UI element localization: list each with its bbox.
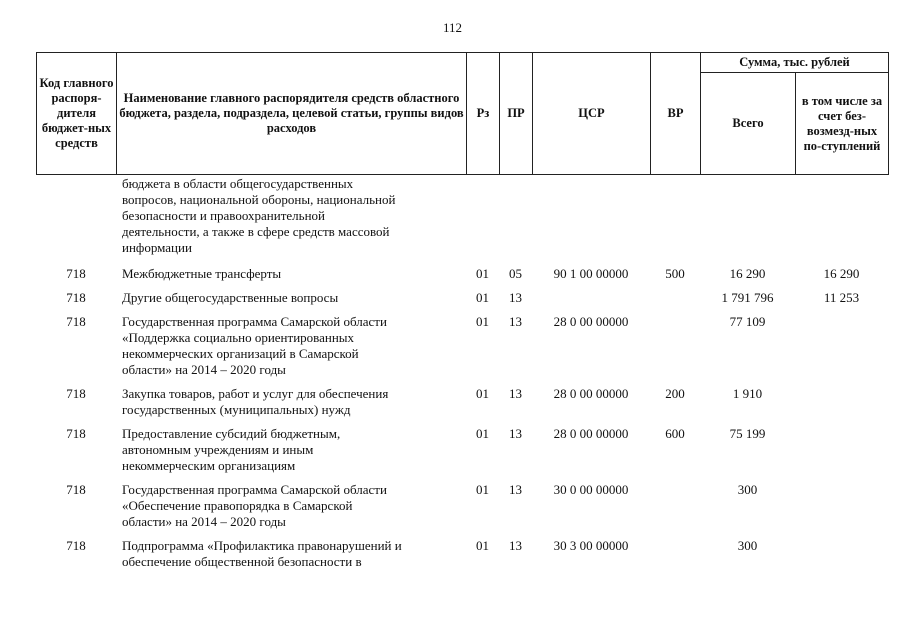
name-line: информации bbox=[122, 240, 192, 255]
code-cell: 718 bbox=[66, 314, 86, 329]
csr-cell: 28 0 00 00000 bbox=[553, 314, 629, 329]
pr-cell: 13 bbox=[509, 290, 522, 305]
name-line: некоммерческих организаций в Самарской bbox=[122, 346, 359, 361]
name-line: Подпрограмма «Профилактика правонарушений и bbox=[122, 538, 402, 553]
csr-cell: 30 0 00 00000 bbox=[553, 482, 629, 497]
name-line: государственных (муниципальных) нужд bbox=[122, 402, 351, 417]
empty-cell bbox=[700, 176, 795, 266]
total-cell: 1 791 796 bbox=[721, 290, 774, 305]
incl-cell bbox=[795, 426, 888, 482]
pr-cell: 13 bbox=[509, 314, 522, 329]
total-cell: 1 910 bbox=[732, 386, 763, 401]
empty-cell bbox=[532, 176, 650, 266]
pr-cell: 13 bbox=[509, 538, 522, 553]
empty-cell bbox=[650, 176, 700, 266]
name-line: деятельности, а также в сфере средств массовой bbox=[122, 224, 390, 239]
rz-cell: 01 bbox=[476, 266, 489, 281]
header-pr: ПР bbox=[500, 53, 533, 175]
header-total: Всего bbox=[701, 73, 796, 175]
vr-cell bbox=[650, 314, 700, 386]
name-line: области» на 2014 – 2020 годы bbox=[122, 514, 286, 529]
continuation-row bbox=[36, 176, 888, 266]
name-line: Межбюджетные трансферты bbox=[122, 266, 282, 281]
header-incl: в том числе за счет без-возмезд-ных по-ступлений bbox=[796, 73, 889, 175]
vr-cell bbox=[650, 538, 700, 578]
name-cell bbox=[116, 290, 466, 314]
total-cell: 300 bbox=[737, 482, 758, 497]
table-body bbox=[36, 176, 888, 578]
csr-cell: 28 0 00 00000 bbox=[553, 426, 629, 441]
total-cell: 77 109 bbox=[729, 314, 766, 329]
header-code: Код главного распоря-дителя бюджет-ных средств bbox=[37, 53, 117, 175]
rz-cell: 01 bbox=[476, 386, 489, 401]
name-line: «Поддержка социально ориентированных bbox=[122, 330, 355, 345]
name-cell bbox=[116, 482, 466, 538]
code-cell: 718 bbox=[66, 386, 86, 401]
page-number: 112 bbox=[442, 20, 463, 35]
name-cell bbox=[116, 266, 466, 290]
total-cell: 75 199 bbox=[729, 426, 766, 441]
csr-cell bbox=[532, 290, 650, 314]
pr-cell: 05 bbox=[509, 266, 522, 281]
code-cell: 718 bbox=[66, 266, 86, 281]
incl-cell: 11 253 bbox=[823, 290, 860, 305]
header-csr: ЦСР bbox=[533, 53, 651, 175]
empty-cell bbox=[466, 176, 499, 266]
name-line: бюджета в области общегосударственных bbox=[122, 176, 354, 191]
rz-cell: 01 bbox=[476, 314, 489, 329]
table-row bbox=[36, 426, 888, 482]
name-line: обеспечение общественной безопасности в bbox=[122, 554, 362, 569]
csr-cell: 30 3 00 00000 bbox=[553, 538, 629, 553]
incl-cell bbox=[795, 314, 888, 386]
table-row bbox=[36, 538, 888, 578]
csr-cell: 90 1 00 00000 bbox=[553, 266, 629, 281]
empty-cell bbox=[795, 176, 888, 266]
pr-cell: 13 bbox=[509, 426, 522, 441]
code-cell bbox=[36, 176, 116, 266]
vr-cell bbox=[650, 482, 700, 538]
code-cell: 718 bbox=[66, 290, 86, 305]
name-line: автономным учреждениям и иным bbox=[122, 442, 314, 457]
incl-cell: 16 290 bbox=[823, 266, 860, 281]
rz-cell: 01 bbox=[476, 482, 489, 497]
vr-cell: 600 bbox=[665, 426, 685, 441]
header-name: Наименование главного распорядителя средств областного бюджета, раздела, подраздела, целевой статьи, группы видов расходов bbox=[117, 53, 467, 175]
vr-cell: 200 bbox=[665, 386, 685, 401]
header-vr: ВР bbox=[651, 53, 701, 175]
total-cell: 300 bbox=[737, 538, 758, 553]
vr-cell: 500 bbox=[665, 266, 685, 281]
incl-cell bbox=[795, 538, 888, 578]
table-row bbox=[36, 386, 888, 426]
name-line: Другие общегосударственные вопросы bbox=[122, 290, 339, 305]
pr-cell: 13 bbox=[509, 386, 522, 401]
name-line: области» на 2014 – 2020 годы bbox=[122, 362, 286, 377]
rz-cell: 01 bbox=[476, 538, 489, 553]
table-row bbox=[36, 482, 888, 538]
name-line: Закупка товаров, работ и услуг для обеспечения bbox=[122, 386, 389, 401]
table-row bbox=[36, 314, 888, 386]
name-line: «Обеспечение правопорядка в Самарской bbox=[122, 498, 353, 513]
code-cell: 718 bbox=[66, 426, 86, 441]
rz-cell: 01 bbox=[476, 290, 489, 305]
name-line: некоммерческим организациям bbox=[122, 458, 296, 473]
pr-cell: 13 bbox=[509, 482, 522, 497]
name-cell bbox=[116, 176, 466, 266]
incl-cell bbox=[795, 386, 888, 426]
name-line: безопасности и правоохранительной bbox=[122, 208, 325, 223]
header-sum: Сумма, тыс. рублей bbox=[701, 53, 889, 73]
name-line: Государственная программа Самарской области bbox=[122, 482, 387, 497]
table-row bbox=[36, 266, 888, 290]
vr-cell bbox=[650, 290, 700, 314]
name-line: вопросов, национальной обороны, национальной bbox=[122, 192, 396, 207]
header-rz: Рз bbox=[467, 53, 500, 175]
name-cell bbox=[116, 386, 466, 426]
incl-cell bbox=[795, 482, 888, 538]
empty-cell bbox=[499, 176, 532, 266]
table-row bbox=[36, 290, 888, 314]
table-header bbox=[36, 52, 889, 175]
code-cell: 718 bbox=[66, 538, 86, 553]
name-line: Государственная программа Самарской области bbox=[122, 314, 387, 329]
csr-cell: 28 0 00 00000 bbox=[553, 386, 629, 401]
total-cell: 16 290 bbox=[729, 266, 766, 281]
name-cell bbox=[116, 538, 466, 578]
name-cell bbox=[116, 426, 466, 482]
rz-cell: 01 bbox=[476, 426, 489, 441]
name-line: Предоставление субсидий бюджетным, bbox=[122, 426, 341, 441]
name-cell bbox=[116, 314, 466, 386]
code-cell: 718 bbox=[66, 482, 86, 497]
